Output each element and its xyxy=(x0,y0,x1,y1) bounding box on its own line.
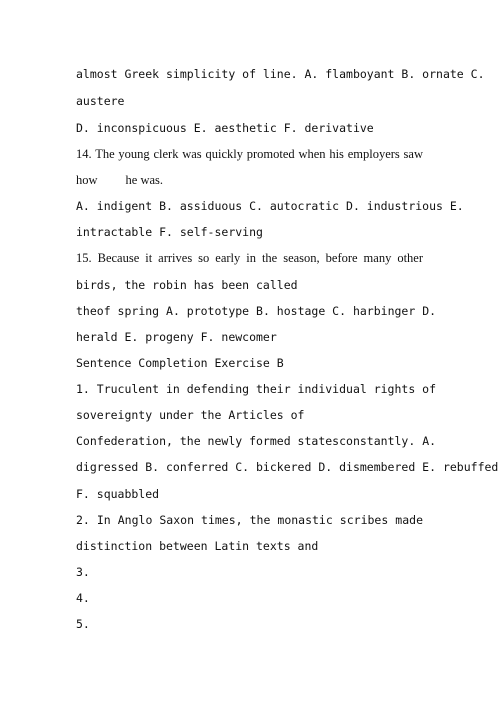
item-number-5: 5. xyxy=(76,617,90,631)
item-number-3: 3. xyxy=(76,565,90,579)
text-segment: of spring A. prototype B. hostage C. harbinger D. xyxy=(96,304,437,318)
section-heading: Sentence Completion Exercise B xyxy=(76,356,284,370)
item-number-4: 4. xyxy=(76,591,90,605)
text-line-14: sovereignty under the Articles of xyxy=(76,408,305,422)
text-segment: the xyxy=(76,304,97,318)
text-segment: Confederation, the newly formed states xyxy=(76,434,340,448)
text-line-19: distinction between Latin texts and xyxy=(76,539,319,553)
text-line-2: austere xyxy=(76,94,125,108)
text-line-16: digressed B. conferred C. bickered D. dismembered E. rebuffed xyxy=(76,460,499,474)
text-segment: he was. xyxy=(125,173,164,187)
text-line-17: F. squabbled xyxy=(76,487,160,501)
text-line-10 xyxy=(76,303,437,319)
text-line-5 xyxy=(76,172,423,188)
text-line-6: A. indigent B. assiduous C. autocratic D. industrious E. xyxy=(76,199,464,213)
text-segment: how xyxy=(76,173,98,187)
text-line-15 xyxy=(76,433,437,449)
question-14: 14. The young clerk was quickly promoted when his employers saw xyxy=(76,147,423,161)
text-segment: constantly. A. xyxy=(339,434,437,448)
text-line-9: birds, the robin has been called xyxy=(76,278,298,292)
question-b1: 1. Truculent in defending their individual rights of xyxy=(76,382,437,396)
text-line-3: D. inconspicuous E. aesthetic F. derivative xyxy=(76,121,374,135)
question-b2: 2. In Anglo Saxon times, the monastic scribes made xyxy=(76,513,423,527)
text-line-11: herald E. progeny F. newcomer xyxy=(76,330,277,344)
question-15: 15. Because it arrives so early in the season, before many other xyxy=(76,251,423,265)
text-line-1: almost Greek simplicity of line. A. flamboyant B. ornate C. xyxy=(76,67,485,81)
text-line-7: intractable F. self-serving xyxy=(76,225,263,239)
